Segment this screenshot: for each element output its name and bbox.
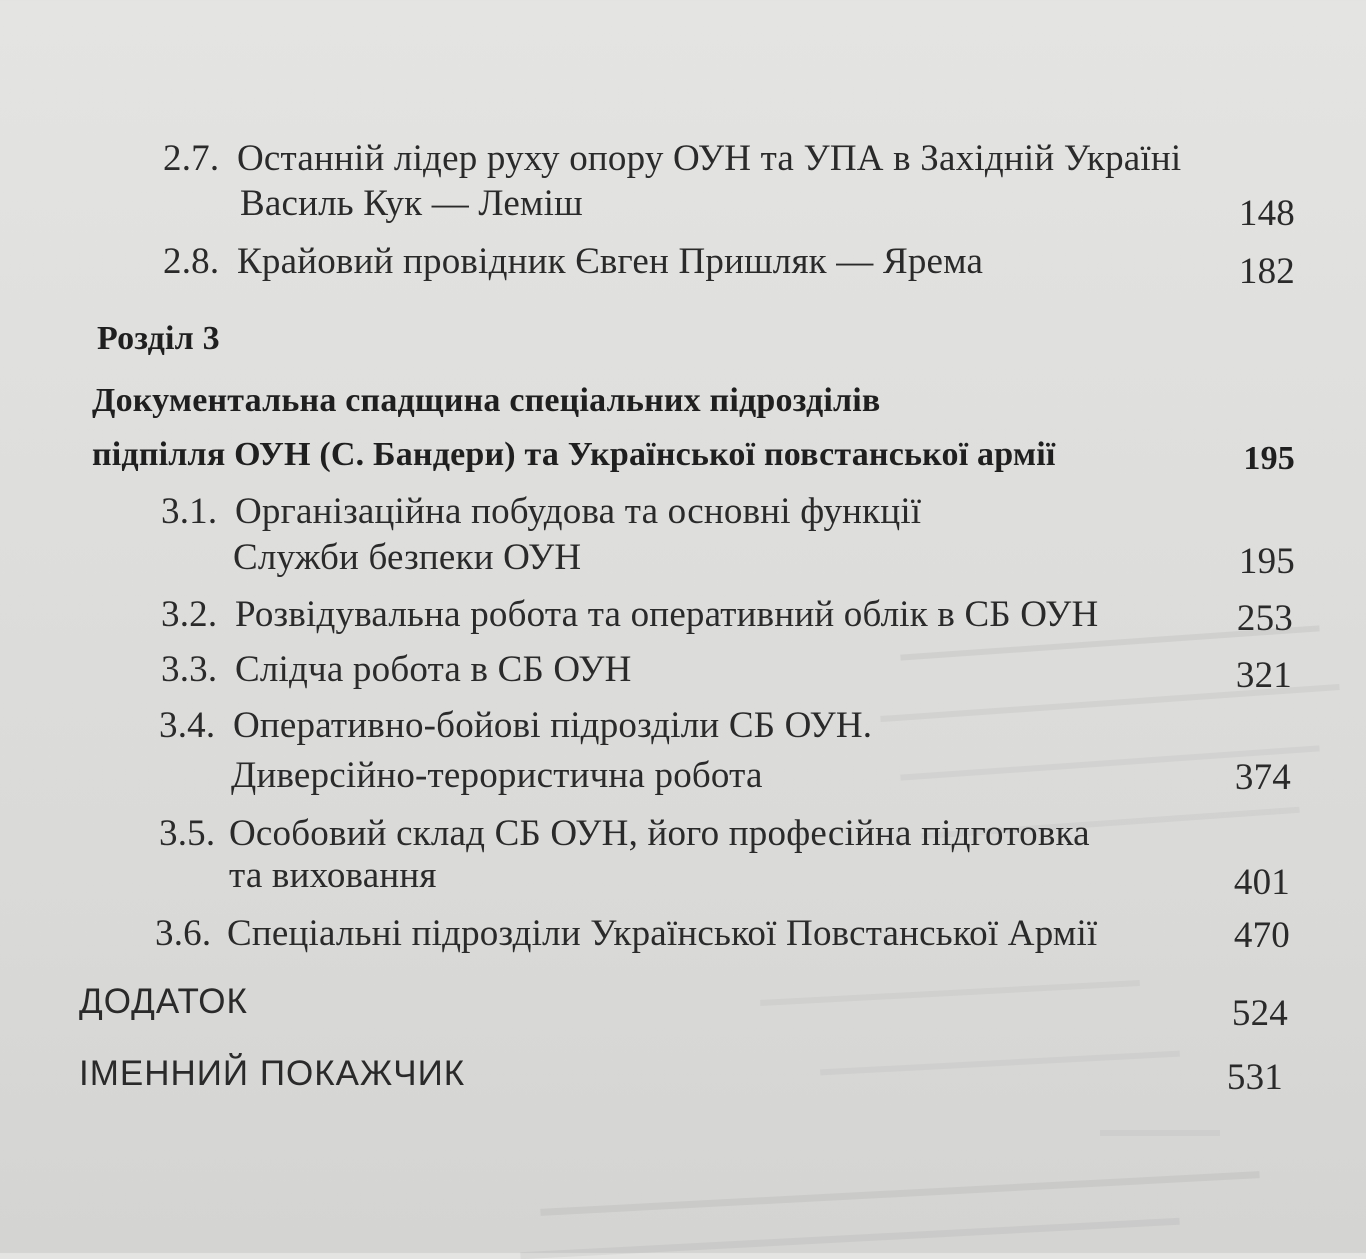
toc-entry-3-2[interactable]	[0, 596, 1366, 641]
toc-entry-name-index[interactable]	[0, 1056, 1366, 1101]
section-title-line1: Оперативно-бойові підрозділи СБ ОУН.	[233, 705, 873, 746]
appendix-title: ДОДАТОК	[79, 982, 248, 1021]
section-number: 3.4.	[159, 705, 216, 746]
toc-entry-3-5[interactable]	[0, 815, 1366, 905]
section-title: Розвідувальна робота та оперативний облік в СБ ОУН	[235, 594, 1099, 635]
page-number: 524	[1231, 993, 1288, 1034]
chapter-title-line2: підпілля ОУН (С. Бандери) та Української повстанської армії	[92, 436, 1056, 473]
section-number: 3.5.	[159, 813, 216, 854]
page-number: 531	[1226, 1057, 1283, 1098]
page-number: 182	[1238, 251, 1295, 292]
page-number: 253	[1236, 598, 1293, 639]
section-title-line2: Диверсійно-терористична робота	[231, 755, 763, 796]
page-number: 401	[1233, 862, 1290, 903]
toc-entry-chapter-3[interactable]	[0, 382, 1366, 477]
toc-entry-2-7[interactable]	[0, 138, 1366, 234]
toc-entry-3-6[interactable]	[0, 915, 1366, 960]
section-title-line2: та виховання	[229, 855, 437, 896]
section-title-line1: Організаційна побудова та основні функції	[235, 491, 922, 532]
section-title-line1: Особовий склад СБ ОУН, його професійна підготовка	[229, 813, 1090, 854]
index-title: ІМЕННИЙ ПОКАЖЧИК	[79, 1054, 466, 1093]
toc-entry-3-4[interactable]	[0, 707, 1366, 797]
section-number: 3.2.	[161, 594, 218, 635]
toc-entry-3-1[interactable]	[0, 493, 1366, 583]
section-number: 2.7.	[163, 138, 220, 179]
section-number: 2.8.	[163, 241, 220, 282]
section-title-line2: Служби безпеки ОУН	[233, 537, 582, 578]
chapter-title-line1: Документальна спадщина спеціальних підрозділів	[92, 382, 881, 419]
toc-entry-2-8[interactable]	[0, 241, 1366, 292]
page-number: 470	[1233, 915, 1290, 956]
section-title: Спеціальні підрозділи Української Повстанської Армії	[227, 913, 1098, 954]
section-number: 3.1.	[161, 491, 218, 532]
toc-entry-3-3[interactable]	[0, 651, 1366, 696]
toc-entry-appendix[interactable]	[0, 982, 1366, 1034]
chapter-3-label	[97, 322, 220, 356]
section-title: Слідча робота в СБ ОУН	[235, 649, 632, 690]
section-title: Крайовий провідник Євген Пришляк — Ярема	[237, 241, 984, 282]
page-number: 195	[1238, 541, 1295, 582]
section-title-line1: Останній лідер руху опору ОУН та УПА в Західній Україні	[237, 138, 1182, 179]
page-number: 321	[1235, 655, 1292, 696]
section-title-line2: Василь Кук — Леміш	[240, 183, 583, 224]
page-number: 148	[1238, 193, 1295, 234]
page-number: 195	[1243, 440, 1295, 477]
section-number: 3.6.	[155, 913, 212, 954]
section-number: 3.3.	[161, 649, 218, 690]
chapter-label-text: Розділ 3	[97, 320, 220, 357]
page-number: 374	[1234, 757, 1291, 798]
